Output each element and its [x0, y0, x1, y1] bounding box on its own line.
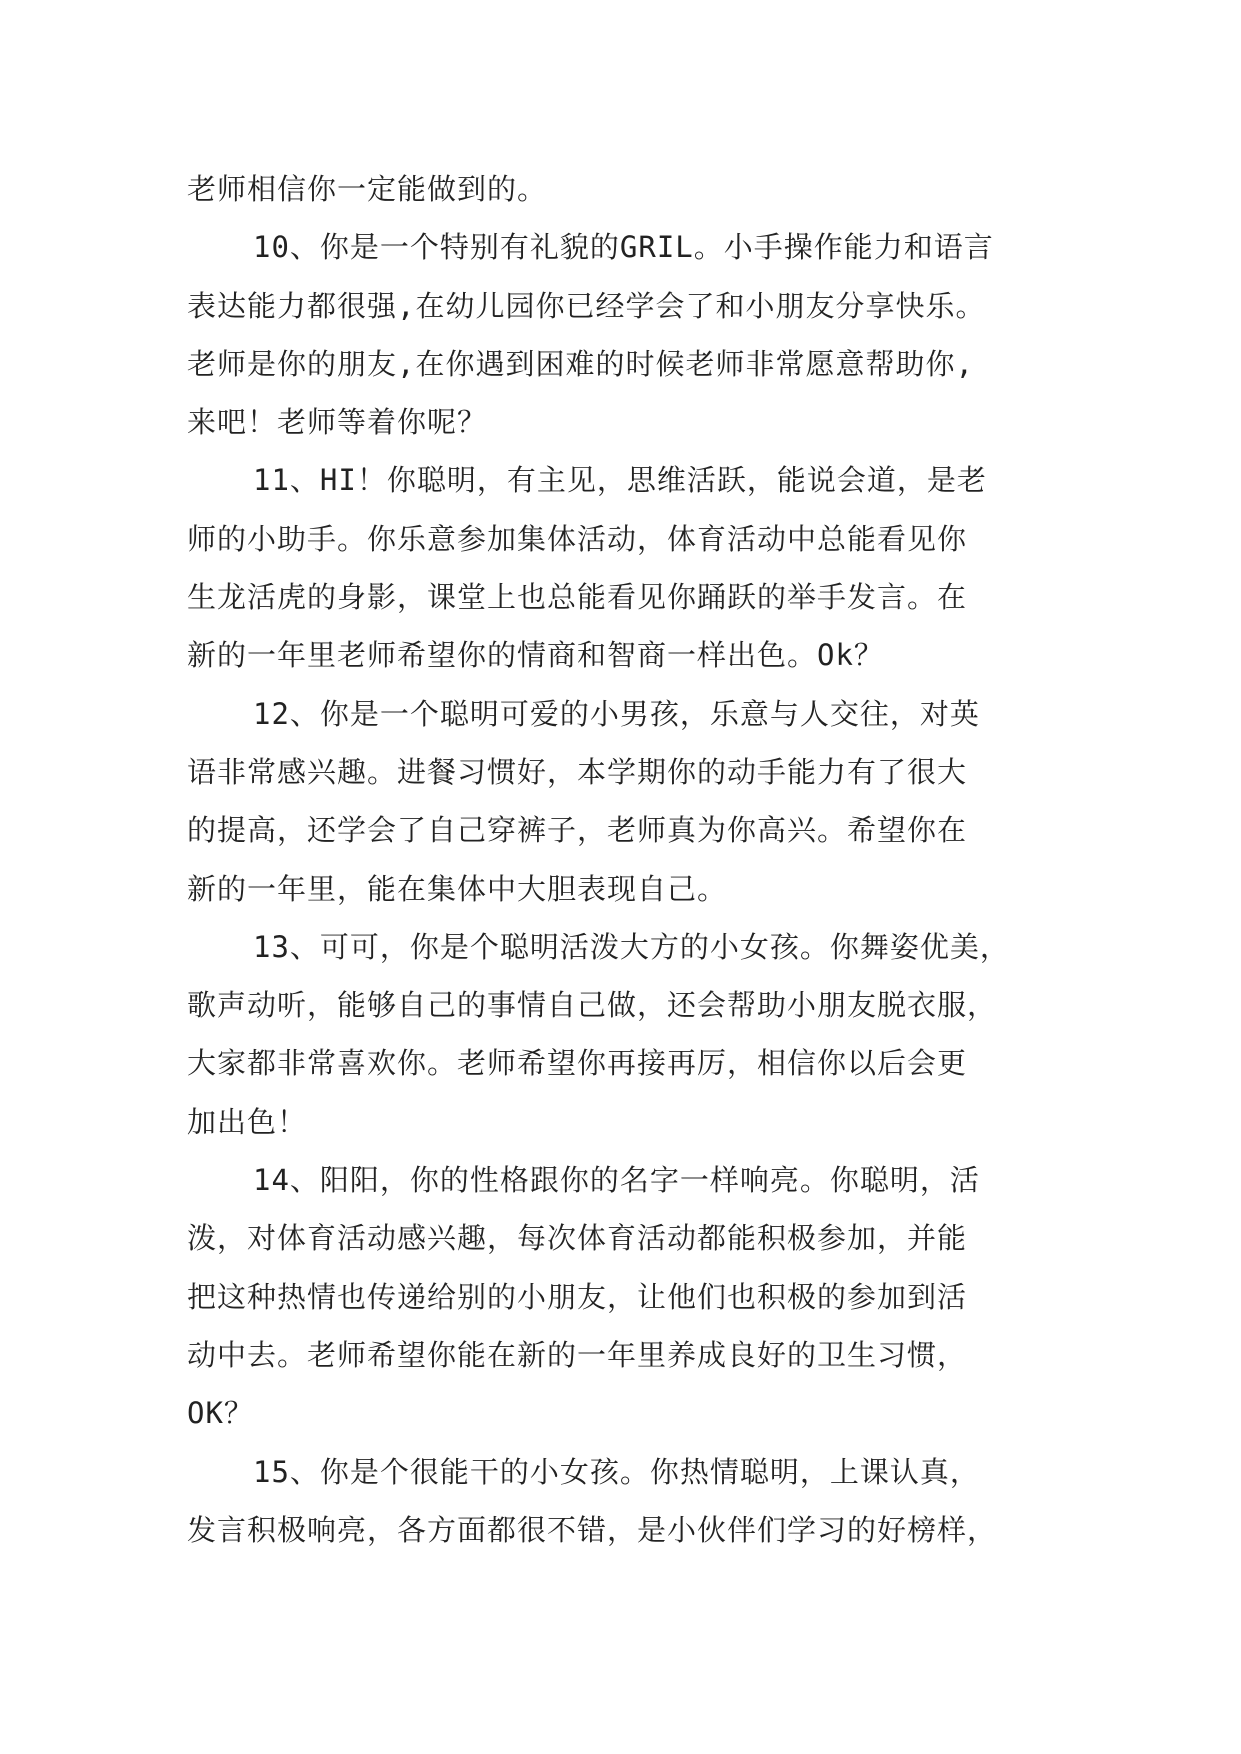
text-line: 发言积极响亮，各方面都很不错，是小伙伴们学习的好榜样， — [187, 1512, 998, 1547]
text-line: 14、阳阳，你的性格跟你的名字一样响亮。你聪明，活 — [253, 1163, 980, 1198]
text-line: 新的一年里，能在集体中大胆表现自己。 — [187, 871, 728, 906]
text-line: 新的一年里老师希望你的情商和智商一样出色。Ok？ — [187, 638, 884, 673]
text-line: 的提高，还学会了自己穿裤子，老师真为你高兴。希望你在 — [187, 813, 968, 848]
text-line: 12、你是一个聪明可爱的小男孩，乐意与人交往，对英 — [253, 696, 980, 731]
text-line: 泼，对体育活动感兴趣，每次体育活动都能积极参加，并能 — [187, 1221, 968, 1256]
text-line: 师的小助手。你乐意参加集体活动，体育活动中总能看见你 — [187, 521, 968, 556]
text-line: 语非常感兴趣。进餐习惯好，本学期你的动手能力有了很大 — [187, 754, 968, 789]
text-line: OK？ — [187, 1396, 254, 1431]
text-line: 来吧！老师等着你呢？ — [187, 405, 488, 440]
text-line: 大家都非常喜欢你。老师希望你再接再厉，相信你以后会更 — [187, 1046, 968, 1081]
text-line: 老师相信你一定能做到的。 — [187, 172, 548, 206]
text-line: 加出色！ — [187, 1104, 308, 1139]
text-line: 15、你是个很能干的小女孩。你热情聪明，上课认真， — [253, 1454, 980, 1489]
text-line: 13、可可，你是个聪明活泼大方的小女孩。你舞姿优美， — [253, 929, 1010, 964]
text-line: 动中去。老师希望你能在新的一年里养成良好的卫生习惯， — [187, 1337, 968, 1372]
text-line: 11、HI！你聪明，有主见，思维活跃，能说会道，是老 — [253, 463, 987, 498]
text-line: 把这种热情也传递给别的小朋友，让他们也积极的参加到活 — [187, 1279, 968, 1314]
text-line: 生龙活虎的身影，课堂上也总能看见你踊跃的举手发言。在 — [187, 580, 968, 615]
document-body — [187, 160, 1097, 1559]
text-line: 表达能力都很强,在幼儿园你已经学会了和小朋友分享快乐。 — [187, 288, 986, 323]
text-line: 10、你是一个特别有礼貌的GRIL。小手操作能力和语言 — [253, 230, 994, 265]
text-line: 歌声动听，能够自己的事情自己做，还会帮助小朋友脱衣服， — [187, 988, 998, 1023]
text-line: 老师是你的朋友,在你遇到困难的时候老师非常愿意帮助你, — [187, 346, 974, 381]
